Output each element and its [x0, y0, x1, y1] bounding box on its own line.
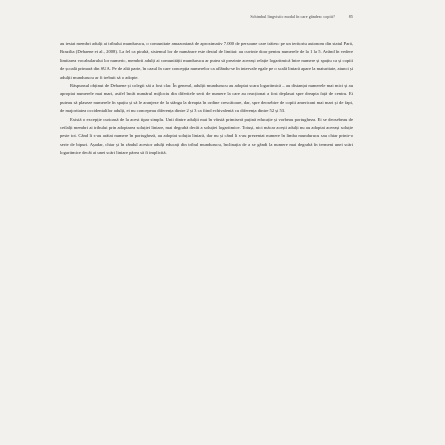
paragraph: Există o excepție curioasă de la acest tipar simplu. Unii dintre adulții mai în vârstă primiseră puțină educație și vorbeau portugheza. Ei se deosebeau de ceilalți membri ai tribului prin adoptarea soluției liniare, mai degrabă decât a soluției logaritmice. Totuși, nici măcar acești adulți nu au adoptat aceeași soluție peste tot. Când li s-au arătat numere în portugheză, au adoptat soluția liniară, dar nu și când li s-au prezentat numere în limba mundurucu sau chiar printr-o serie de bipuri. Așadar, chiar și în rândul acestor adulți educați din tribul mundurucu, înclinația de a se gândi la numere mai degrabă în termeni unei scări logaritmice decât ai unei scări liniare părea să fi implicită. — [60, 116, 353, 156]
running-head-title: Schimbul lingvistic modal în care gândesc copiii? — [250, 14, 335, 19]
paragraph: Răspunsul obținut de Dehaene și colegii săi a fost clar. În general, adulții mundurucu au adoptat scara logaritmică – au distanțat numerele mai mici și au apropiat numerele mai mari, astfel încât numărul mijlociu din diferitele serii de numere la care au reacționat a fost deplasat spre dreapta față de centru. Ei puteau să plaseze numerele în spațiu și să le aranjeze de la stânga la dreapta în ordine crescătoare, dar, spre deosebire de copiii americani mai mari și de fapt, de majoritatea occidentalilor adulți, ei nu concepeau diferența dintre 2 și 3 ca fiind echivalentă cu diferența dintre 52 și 53. — [60, 83, 353, 114]
running-head — [115, 14, 353, 20]
body-text — [60, 40, 353, 158]
paragraph: au testat membri adulți ai tribului mundurucu, o comunitate amazoniană de aproximativ 7.000 de persoane care trăiesc pe un teritoriu autonom din statul Pará, Brazilia (Dehaene et al., 2008). La fel ca pirahă, sistemul lor de numărare este destul de limitat: au cuvinte doar pentru numerele de la 1 la 5. Având în vedere limitarea vocabularului lor numeric, membrii adulți ai comunității mundurucu ar putea să prezinte aceeași relație logaritmică între numere și spațiu ca și copiii de școală primară din SUA. Pe de altă parte, în cazul în care concepția numerelor ca aflându-se în intervale egale pe o scală liniară apare la maturitate, atunci și adulții mundurucu ar fi trebuit să o adopte. — [60, 41, 353, 80]
page-number: 85 — [348, 14, 353, 19]
